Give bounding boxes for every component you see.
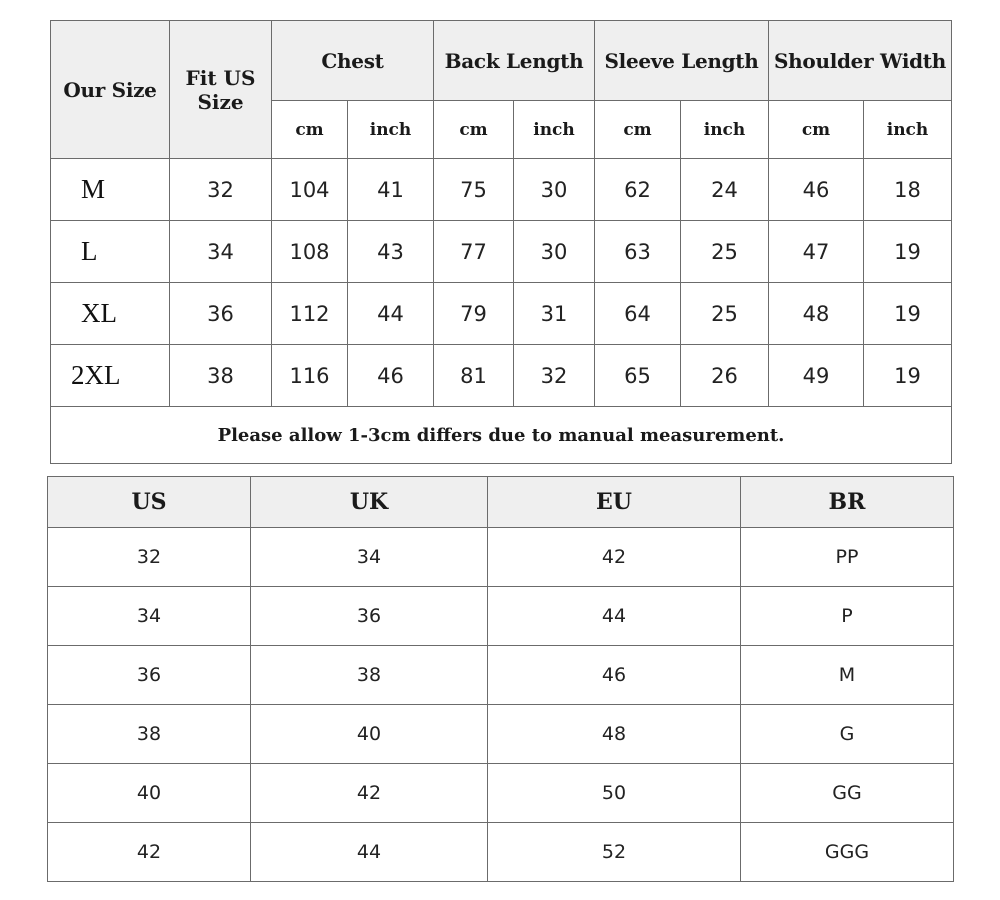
header-fit-us-size [170,21,272,159]
uk-value: 44 [251,823,488,882]
back-length-cm-value: 81 [434,345,514,407]
header-us: US [48,477,251,528]
header-eu: EU [488,477,741,528]
size-measurement-table [50,20,952,464]
back-length-inch-value: 32 [514,345,595,407]
us-value: 42 [48,823,251,882]
table-row [48,764,954,823]
size-label: XL [51,283,170,345]
unit-header: cm [595,101,681,159]
us-size-value: 38 [170,345,272,407]
unit-header: inch [864,101,952,159]
sleeve-length-inch-value: 25 [681,221,769,283]
chest-cm-value: 116 [272,345,348,407]
table-row [51,159,952,221]
br-value: PP [741,528,954,587]
size-label: 2XL [51,345,170,407]
chest-inch-value: 46 [348,345,434,407]
chest-cm-value: 104 [272,159,348,221]
table-row [48,705,954,764]
table-row [51,283,952,345]
unit-header: cm [434,101,514,159]
chest-inch-value: 43 [348,221,434,283]
us-value: 34 [48,587,251,646]
sleeve-length-cm-value: 65 [595,345,681,407]
back-length-cm-value: 79 [434,283,514,345]
shoulder-width-inch-value: 18 [864,159,952,221]
table-row [48,528,954,587]
uk-value: 40 [251,705,488,764]
header-fit-us-size-line2: Size [197,89,244,114]
eu-value: 52 [488,823,741,882]
sleeve-length-cm-value: 62 [595,159,681,221]
table-row [51,221,952,283]
eu-value: 44 [488,587,741,646]
shoulder-width-cm-value: 46 [769,159,864,221]
shoulder-width-cm-value: 48 [769,283,864,345]
header-uk: UK [251,477,488,528]
br-value: P [741,587,954,646]
back-length-inch-value: 30 [514,221,595,283]
header-back-length: Back Length [434,21,595,101]
eu-value: 46 [488,646,741,705]
unit-header: cm [272,101,348,159]
header-shoulder-width: Shoulder Width [769,21,952,101]
us-size-value: 36 [170,283,272,345]
size-conversion-table [47,476,954,882]
back-length-cm-value: 75 [434,159,514,221]
sleeve-length-inch-value: 24 [681,159,769,221]
table-row [51,345,952,407]
uk-value: 38 [251,646,488,705]
shoulder-width-inch-value: 19 [864,345,952,407]
shoulder-width-cm-value: 47 [769,221,864,283]
us-value: 32 [48,528,251,587]
size-label: L [51,221,170,283]
measurement-note: Please allow 1-3cm differs due to manual measurement. [51,407,952,464]
shoulder-width-cm-value: 49 [769,345,864,407]
eu-value: 48 [488,705,741,764]
back-length-cm-value: 77 [434,221,514,283]
sleeve-length-cm-value: 64 [595,283,681,345]
us-value: 40 [48,764,251,823]
unit-header: cm [769,101,864,159]
table-row [48,646,954,705]
shoulder-width-inch-value: 19 [864,283,952,345]
header-br: BR [741,477,954,528]
uk-value: 36 [251,587,488,646]
unit-header: inch [514,101,595,159]
br-value: GGG [741,823,954,882]
uk-value: 34 [251,528,488,587]
br-value: GG [741,764,954,823]
chest-inch-value: 44 [348,283,434,345]
back-length-inch-value: 30 [514,159,595,221]
us-size-value: 34 [170,221,272,283]
chest-cm-value: 112 [272,283,348,345]
header-fit-us-size-line1: Fit US [185,65,256,90]
unit-header: inch [348,101,434,159]
table-row [48,587,954,646]
chest-cm-value: 108 [272,221,348,283]
sleeve-length-inch-value: 25 [681,283,769,345]
table-row [48,823,954,882]
br-value: G [741,705,954,764]
shoulder-width-inch-value: 19 [864,221,952,283]
size-label: M [51,159,170,221]
us-value: 38 [48,705,251,764]
eu-value: 42 [488,528,741,587]
header-our-size: Our Size [51,21,170,159]
uk-value: 42 [251,764,488,823]
back-length-inch-value: 31 [514,283,595,345]
us-size-value: 32 [170,159,272,221]
us-value: 36 [48,646,251,705]
sleeve-length-cm-value: 63 [595,221,681,283]
eu-value: 50 [488,764,741,823]
header-sleeve-length: Sleeve Length [595,21,769,101]
unit-header: inch [681,101,769,159]
br-value: M [741,646,954,705]
chest-inch-value: 41 [348,159,434,221]
header-chest: Chest [272,21,434,101]
sleeve-length-inch-value: 26 [681,345,769,407]
